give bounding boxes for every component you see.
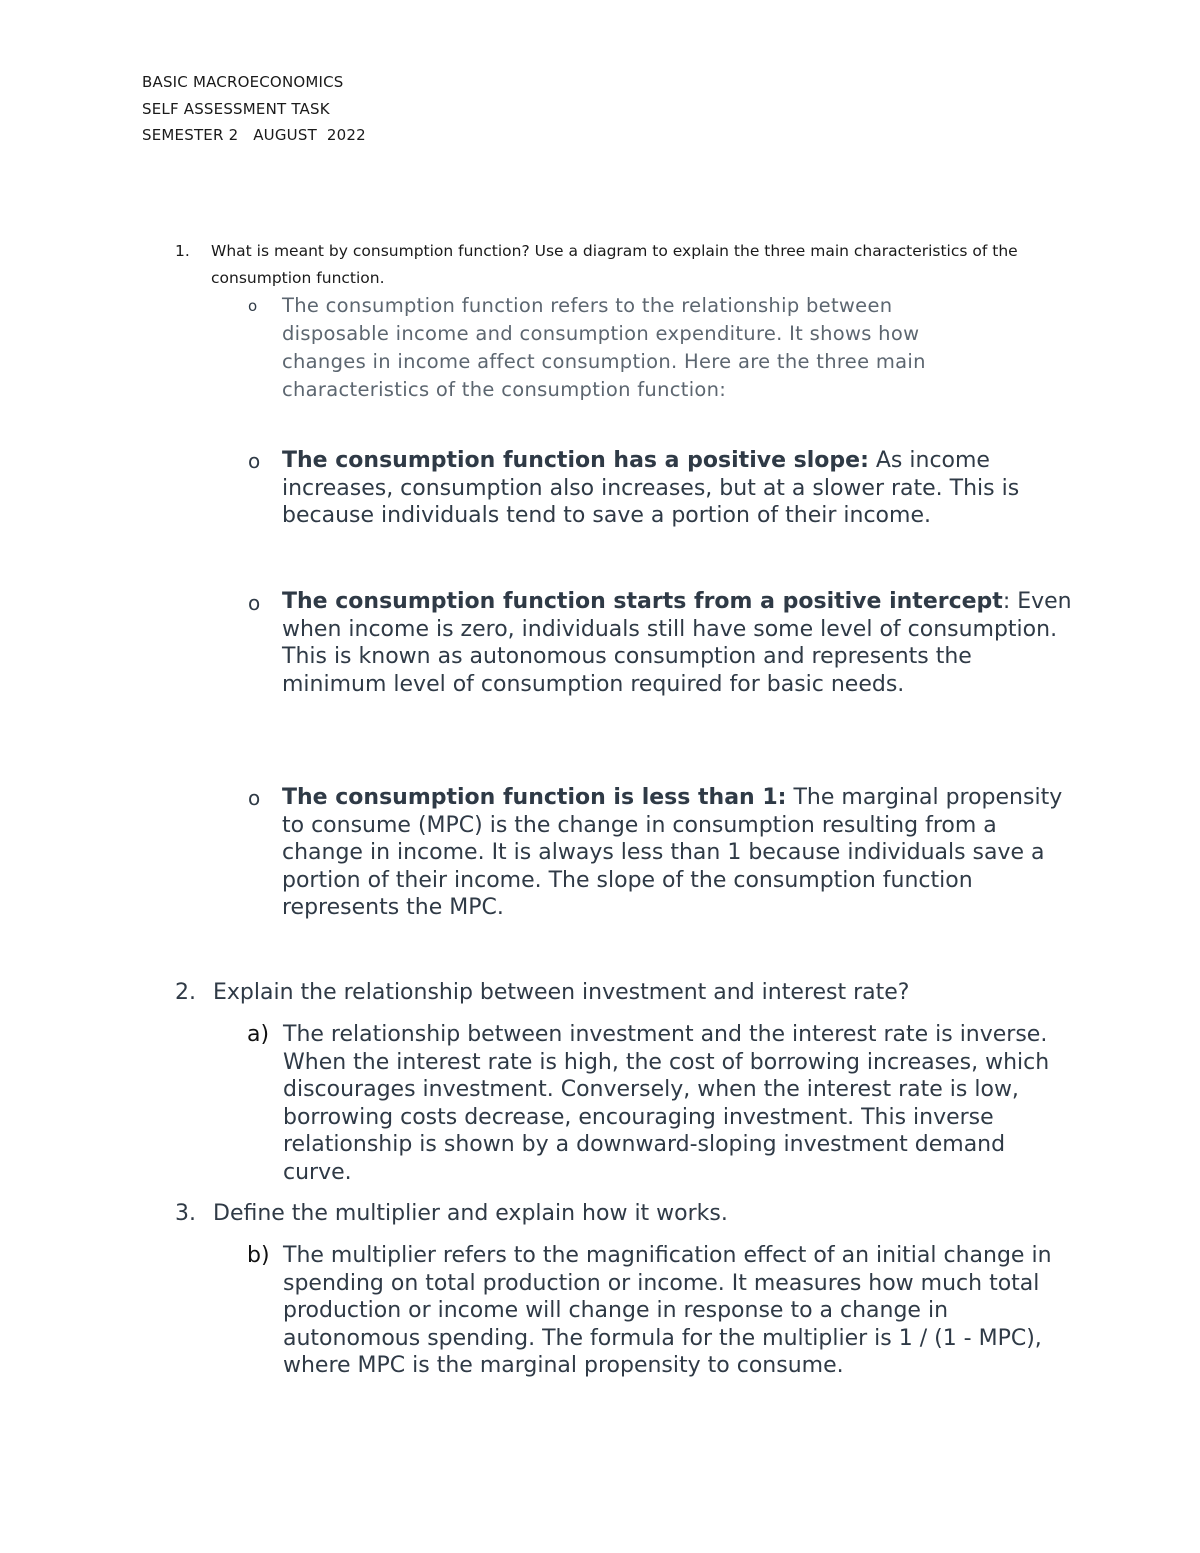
characteristic-2 <box>282 588 1072 698</box>
question-2-number: 2. <box>175 980 196 1005</box>
answer-2: The relationship between investment and the interest rate is inverse. When the interest rate is high, the cost of borrowing increases, which discourages investment. Conversely, when the interest rate is low, borrowing costs decrease, encouraging investment. This inverse relationship is shown by a downward-sloping investment demand curve. <box>283 1022 1050 1185</box>
question-1-text: What is meant by consumption function? Use a diagram to explain the three main characteristics of the consumption function. <box>211 242 1018 287</box>
answer-2-label: a) <box>247 1022 270 1047</box>
header-task-title: SELF ASSESSMENT TASK <box>142 100 330 118</box>
header-course-title: BASIC MACROECONOMICS <box>142 73 344 91</box>
bullet-characteristic-1: o <box>248 449 261 473</box>
question-3-text: Define the multiplier and explain how it works. <box>213 1201 728 1226</box>
question-3 <box>175 1200 1075 1228</box>
answer-3-label: b) <box>247 1243 270 1268</box>
answer-3: The multiplier refers to the magnification effect of an initial change in spending on total production or income. It measures how much total production or income will change in response to a change in autonomous spending. The formula for the multiplier is 1 / (1 - MPC), where MPC is the marginal propensity to consume. <box>283 1243 1052 1378</box>
header-semester: SEMESTER 2 AUGUST 2022 <box>142 126 366 144</box>
answer-1-intro: The consumption function refers to the relationship between disposable income and consumption expenditure. It shows how changes in income affect consumption. Here are the three main characteristics of the consumption function: <box>282 294 926 401</box>
characteristic-1-body: As income increases, consumption also increases, but at a slower rate. This is because individuals tend to save a portion of their income. <box>282 448 1020 528</box>
characteristic-3-title: The consumption function is less than 1: <box>282 785 787 810</box>
characteristic-3-body: The marginal propensity to consume (MPC) is the change in consumption resulting from a change in income. It is always less than 1 because individuals save a portion of their income. The slope of the consumption function represents the MPC. <box>282 785 1063 920</box>
characteristic-2-body: : Even when income is zero, individuals still have some level of consumption. This is known as autonomous consumption and represents the minimum level of consumption required for basic needs. <box>282 589 1072 697</box>
characteristic-3 <box>282 784 1072 922</box>
bullet-characteristic-2: o <box>248 591 261 615</box>
bullet-characteristic-3: o <box>248 786 261 810</box>
characteristic-1-title: The consumption function has a positive slope: <box>282 448 869 473</box>
question-1-number: 1. <box>175 242 190 260</box>
characteristic-2-title: The consumption function starts from a positive intercept <box>282 589 1003 614</box>
question-1 <box>175 238 1111 292</box>
characteristic-1 <box>282 447 1072 530</box>
question-2 <box>175 979 1075 1007</box>
bullet-intro: o <box>248 297 258 315</box>
question-2-text: Explain the relationship between investment and interest rate? <box>213 980 910 1005</box>
question-3-number: 3. <box>175 1201 196 1226</box>
